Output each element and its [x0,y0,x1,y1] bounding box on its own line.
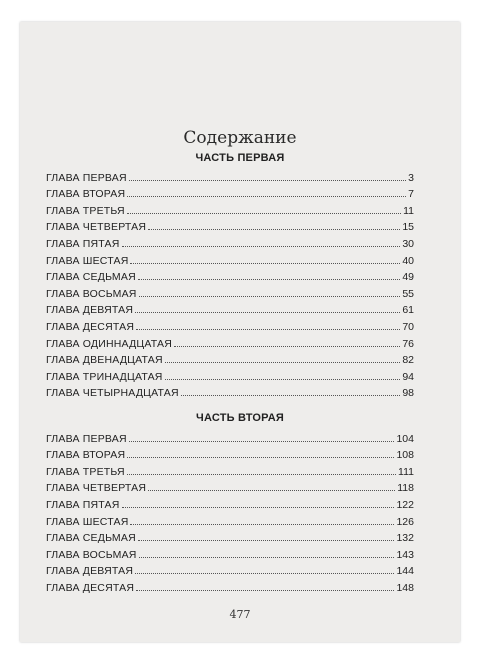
leader-dots [148,229,400,230]
chapter-title: ГЛАВА ВТОРАЯ [46,188,126,201]
chapter-page: 94 [402,370,414,383]
chapter-title: ГЛАВА ШЕСТАЯ [46,254,129,267]
chapter-title: ГЛАВА ЧЕТВЕРТАЯ [46,221,147,234]
toc-entry [46,478,414,495]
chapter-title: ГЛАВА ОДИННАДЦАТАЯ [46,337,172,350]
chapter-page: 3 [408,171,414,184]
chapter-page: 111 [398,465,414,478]
chapter-page: 122 [396,498,414,511]
chapter-page: 143 [396,548,414,561]
leader-dots [135,312,400,313]
leader-dots [165,362,401,363]
toc-entry [46,461,414,478]
leader-dots [139,557,395,558]
chapter-page: 144 [396,565,414,578]
leader-dots [181,395,401,396]
book-page [20,22,460,642]
toc-entry [46,577,414,594]
chapter-title: ГЛАВА ВОСЬМАЯ [46,548,137,561]
chapter-title: ГЛАВА ДЕСЯТАЯ [46,581,135,594]
chapter-page: 49 [402,271,414,284]
chapter-title: ГЛАВА ДВЕНАДЦАТАЯ [46,354,163,367]
chapter-page: 55 [402,287,414,300]
chapter-page: 104 [396,432,414,445]
chapter-page: 126 [396,515,414,528]
chapter-title: ГЛАВА ТРИНАДЦАТАЯ [46,370,163,383]
leader-dots [122,246,401,247]
leader-dots [130,263,400,264]
toc-part-one [46,167,414,399]
chapter-title: ГЛАВА ШЕСТАЯ [46,515,129,528]
leader-dots [165,379,401,380]
chapter-title: ГЛАВА ПЕРВАЯ [46,171,127,184]
toc-entry [46,316,414,333]
toc-entry [46,184,414,201]
chapter-page: 132 [396,532,414,545]
toc-entry [46,300,414,317]
toc-entry [46,233,414,250]
chapter-page: 15 [402,221,414,234]
chapter-page: 11 [403,204,414,217]
toc-entry [46,528,414,545]
chapter-page: 61 [402,304,414,317]
leader-dots [127,196,406,197]
leader-dots [129,180,406,181]
page-title: Содержание [183,128,297,148]
leader-dots [174,346,400,347]
chapter-title: ГЛАВА ТРЕТЬЯ [46,465,125,478]
leader-dots [138,540,395,541]
chapter-title: ГЛАВА ПЯТАЯ [46,498,120,511]
toc-entry [46,383,414,400]
leader-dots [130,524,394,525]
chapter-title: ГЛАВА ВТОРАЯ [46,449,126,462]
chapter-page: 40 [402,254,414,267]
chapter-title: ГЛАВА СЕДЬМАЯ [46,271,136,284]
leader-dots [129,441,395,442]
chapter-page: 7 [408,188,414,201]
part-one-heading: ЧАСТЬ ПЕРВАЯ [195,152,285,164]
chapter-title: ГЛАВА ДЕСЯТАЯ [46,320,135,333]
leader-dots [138,279,400,280]
chapter-title: ГЛАВА ДЕВЯТАЯ [46,304,134,317]
toc-entry [46,283,414,300]
chapter-title: ГЛАВА ТРЕТЬЯ [46,204,125,217]
chapter-page: 108 [396,449,414,462]
chapter-page: 70 [402,320,414,333]
toc-entry [46,561,414,578]
chapter-page: 148 [396,581,414,594]
chapter-page: 82 [402,354,414,367]
chapter-title: ГЛАВА СЕДЬМАЯ [46,532,136,545]
chapter-title: ГЛАВА ВОСЬМАЯ [46,287,137,300]
toc-entry [46,333,414,350]
toc-entry [46,445,414,462]
toc-entry [46,200,414,217]
leader-dots [127,213,401,214]
leader-dots [139,296,401,297]
toc-entry [46,217,414,234]
chapter-title: ГЛАВА ДЕВЯТАЯ [46,565,134,578]
part-two-heading: ЧАСТЬ ВТОРАЯ [196,412,284,424]
leader-dots [127,457,394,458]
chapter-title: ГЛАВА ЧЕТЫРНАДЦАТАЯ [46,387,179,400]
chapter-page: 76 [402,337,414,350]
leader-dots [136,590,394,591]
leader-dots [127,474,396,475]
chapter-title: ГЛАВА ПЯТАЯ [46,237,120,250]
toc-entry [46,511,414,528]
toc-part-two [46,428,414,594]
toc-entry [46,250,414,267]
toc-entry [46,366,414,383]
page-number: 477 [229,608,251,621]
leader-dots [136,329,400,330]
chapter-page: 98 [402,387,414,400]
chapter-page: 118 [397,482,414,495]
toc-entry [46,167,414,184]
toc-entry [46,544,414,561]
toc-entry [46,350,414,367]
toc-entry [46,494,414,511]
leader-dots [122,507,395,508]
chapter-title: ГЛАВА ПЕРВАЯ [46,432,127,445]
leader-dots [148,490,395,491]
chapter-title: ГЛАВА ЧЕТВЕРТАЯ [46,482,147,495]
toc-entry [46,267,414,284]
chapter-page: 30 [402,237,414,250]
leader-dots [135,573,394,574]
toc-entry [46,428,414,445]
